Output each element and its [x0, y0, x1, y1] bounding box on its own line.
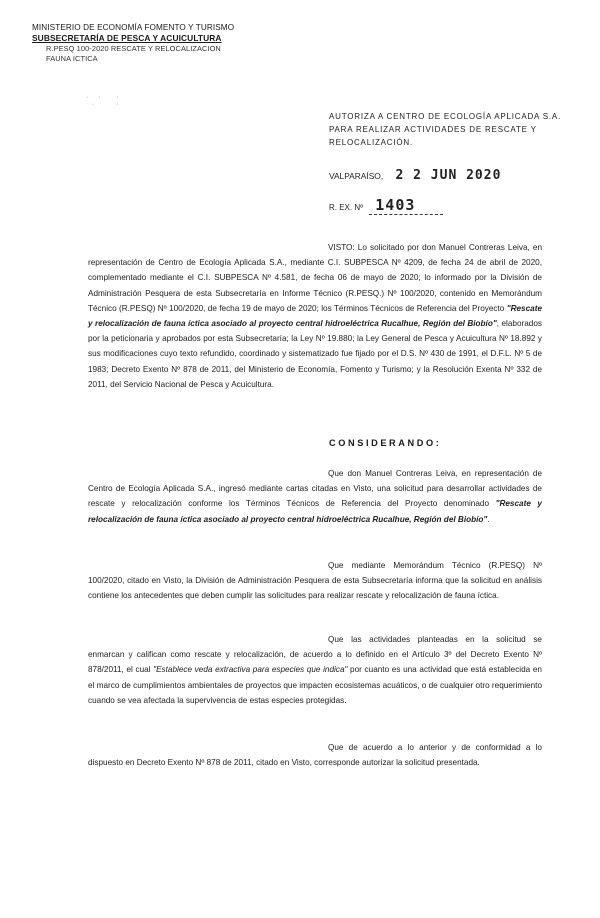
c2-text: Que mediante Memorándum Técnico (R.PESQ) Nº 100/2020, citado en Visto, la División de Administración Pesquera de esta Subsecretaría informa que la solicitud en análisis contiene los antecedentes que deben cumplir las solicitudes para realizar rescate y relocalización de fauna íctica. — [88, 561, 542, 601]
subsecretaria-name: SUBSECRETARÍA DE PESCA Y ACUICULTURA — [32, 33, 222, 43]
letterhead — [32, 22, 262, 64]
c3-text-1: Que las actividades planteadas en la solicitud se enmarcan y califican como rescate y relocalización, de acuerdo a lo definido en el Artículo 3º del Decreto Exento Nº 878/2011, el cual — [88, 635, 542, 675]
considerando-1 — [88, 466, 542, 527]
file-reference-2: FAUNA ICTICA — [46, 54, 98, 63]
date-stamp: 2 2 JUN 2020 — [395, 168, 502, 183]
visto-text-2: , elaborados por la peticionaria y aprobados por esta Subsecretaría; la Ley Nº 19.880; la Ley General de Pesca y Acuicultura Nº 18.892 y sus modificaciones cuyo texto refundido, coordinado y sistematizado fue fijado por el D.S. Nº 430 de 1991, el D.F.L. Nº 5 de 1983; Decreto Exento Nº 878 de 2011, del Ministerio de Economía, Fomento y Turismo; y la Resolución Exenta Nº 332 de 2011, del Servicio Nacional de Pesca y Acuicultura. — [88, 319, 542, 389]
considerando-heading: CONSIDERANDO: — [329, 438, 442, 448]
resolution-number — [329, 196, 443, 214]
rex-number: 1403 — [369, 196, 443, 215]
visto-project-name: "Rescate y relocalización de fauna íctica asociado al proyecto central hidroeléctrica Rucalhue, Región del Biobío" — [88, 303, 542, 329]
considerando-2 — [88, 558, 542, 604]
resolution-subject: AUTORIZA A CENTRO DE ECOLOGÍA APLICADA S.A. PARA REALIZAR ACTIVIDADES DE RESCATE Y RELOCALIZACIÓN. — [329, 112, 562, 147]
place-date — [329, 168, 501, 183]
visto-text-1: VISTO: Lo solicitado por don Manuel Contreras Leiva, en representación de Centro de Ecología Aplicada S.A., mediante C.I. SUBPESCA Nº 4209, de fecha 24 de abril de 2020, complementado mediante el C.I. SUBPESCA Nº 4.581, de fecha 06 de mayo de 2020; lo informado por la División de Administración Pesquera de esta Subsecretaría en Informe Técnico (R.PESQ.) Nº 100/2020, contenido en Memorándum Técnico (R.PESQ) Nº 100/2020, de fecha 19 de mayo de 2020; los Términos Técnicos de Referencia del Proyecto — [88, 243, 542, 313]
c3-decree-title: "Establece veda extractiva para especies que indica" — [153, 665, 348, 675]
visto-paragraph — [88, 240, 542, 392]
ministry-name: MINISTERIO DE ECONOMÍA FOMENTO Y TURISMO — [32, 23, 235, 32]
place: VALPARAÍSO, — [329, 171, 384, 181]
considerando-4 — [88, 740, 542, 770]
considerando-3 — [88, 632, 542, 708]
c3-text-2: por cuanto es una actividad que está establecida en el marco de cumplimientos ambientales de proyectos que impacten ecosistemas acuáticos, o de cualquier otro requerimiento cuando se vea afectada la supervivencia de estas especies protegidas. — [88, 665, 542, 705]
rex-label: R. EX. Nº — [329, 203, 364, 212]
c1-project-name: "Rescate y relocalización de fauna íctica asociado al proyecto central hidroeléctrica Rucalhue, Región del Biobío" — [88, 499, 542, 524]
c1-text-2: . — [487, 514, 490, 524]
c1-text-1: Que don Manuel Contreras Leiva, en representación de Centro de Ecología Aplicada S.A., ingresó mediante cartas citadas en Visto, una solicitud para desarrollar actividades de rescate y relocalización conforme los Términos Técnicos de Referencia del Proyecto denominado — [88, 469, 542, 509]
c4-text: Que de acuerdo a lo anterior y de conformidad a lo dispuesto en Decreto Exento Nº 878 de 2011, citado en Visto, corresponde autorizar la solicitud presentada. — [88, 743, 542, 768]
file-reference: R.PESQ 100-2020 RESCATE Y RELOCALIZACION — [46, 44, 221, 53]
scan-marks: · · · · · — [86, 94, 123, 108]
